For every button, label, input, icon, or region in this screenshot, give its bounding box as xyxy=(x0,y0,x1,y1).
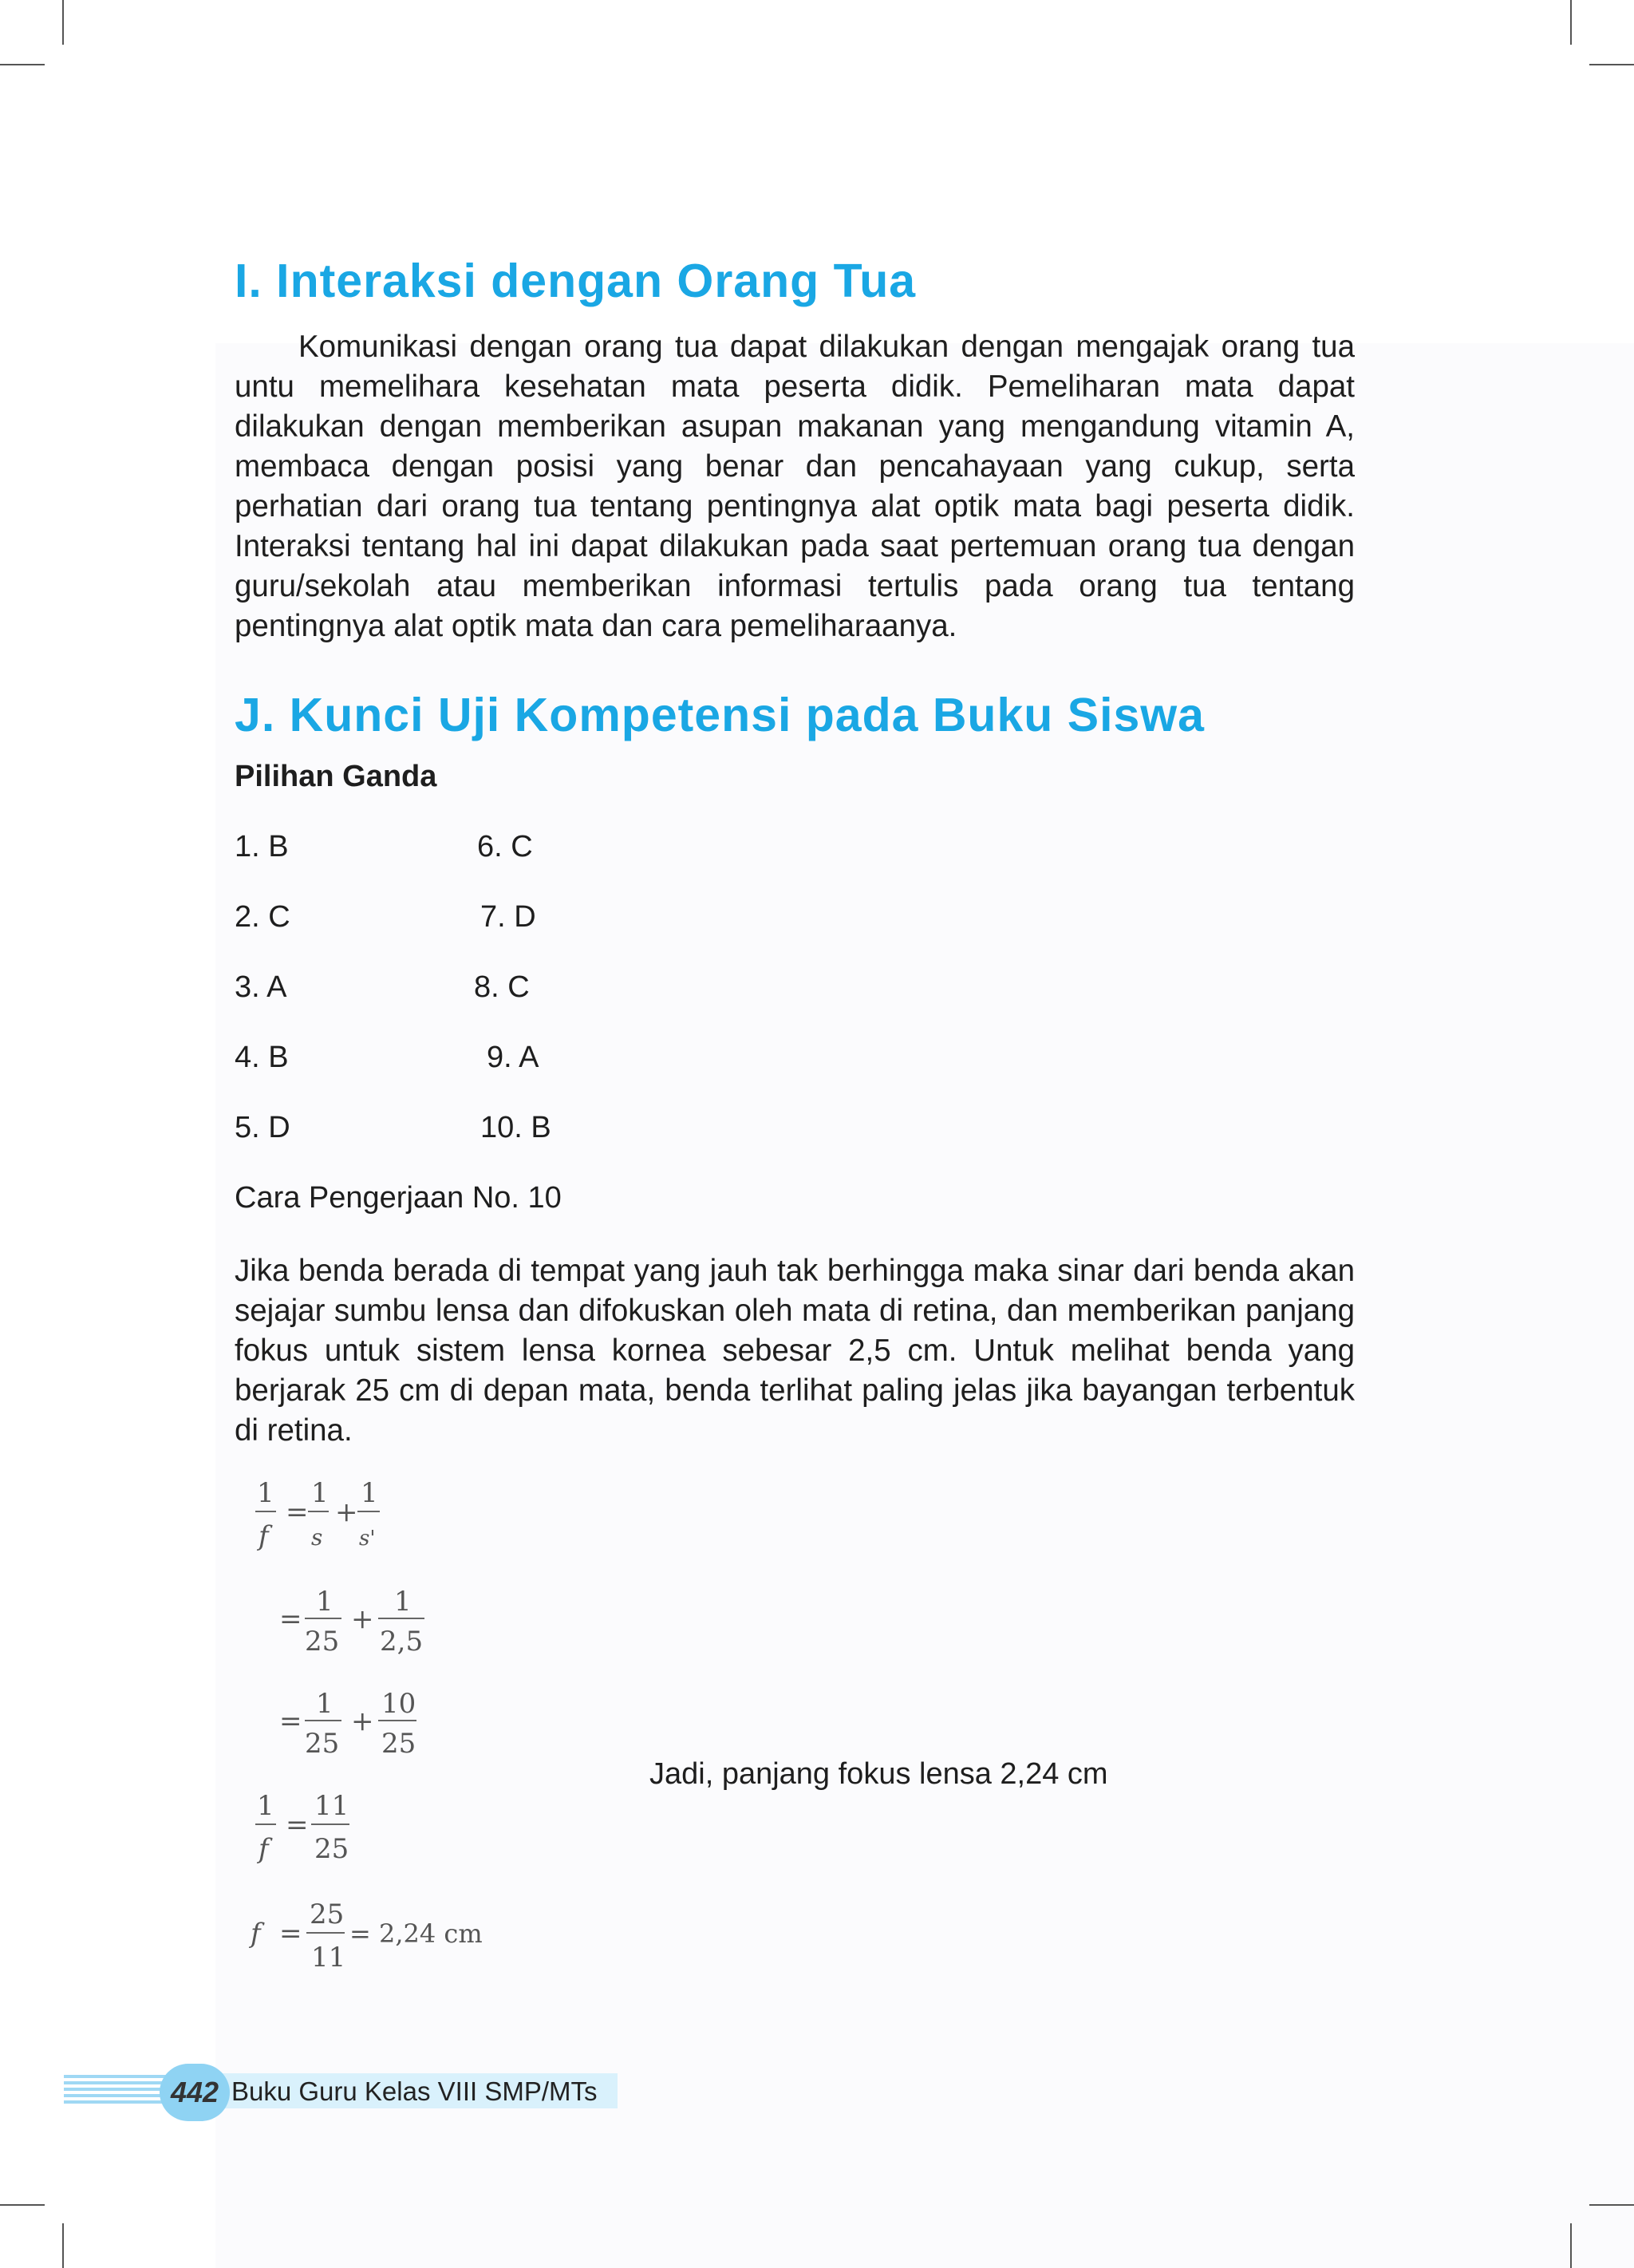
equals-sign: = xyxy=(286,1496,309,1528)
crop-mark-top-right-h xyxy=(1589,64,1634,65)
crop-mark-bottom-right-v xyxy=(1570,2223,1572,2268)
crop-mark-bottom-left-v xyxy=(62,2223,64,2268)
frac-num: 1 xyxy=(316,1586,334,1618)
frac-den: 2,5 xyxy=(380,1626,424,1658)
frac-num: 25 xyxy=(310,1899,345,1930)
equals-sign: = xyxy=(279,1705,302,1737)
answer-item: 7. D xyxy=(480,900,536,934)
frac-den: 25 xyxy=(381,1728,416,1760)
section-i-paragraph: Komunikasi dengan orang tua dapat dilakukan dengan mengajak orang tua untu memelihara kesehatan mata peserta didik. Pemeliharan mata dapat dilakukan dengan memberikan asupan makanan yang mengandung vitamin A, membaca dengan posisi yang benar dan pencahayaan yang cukup, serta perhatian dari orang tua tentang pentingnya alat optik mata bagi peserta didik. Interaksi tentang hal ini dapat dilakukan pada saat pertemuan orang tua dengan guru/sekolah atau memberikan informasi tertulis pada orang tua tentang pentingnya alat optik mata dan cara pemeliharaanya. xyxy=(235,330,1355,643)
answer-item: 3. A xyxy=(235,970,287,1004)
conclusion-text: Jadi, panjang fokus lensa 2,24 cm xyxy=(649,1757,1108,1791)
frac-num: 1 xyxy=(394,1586,412,1618)
lens-formula-derivation xyxy=(247,1476,535,1979)
equals-sign: = xyxy=(279,1603,302,1635)
frac-den: 25 xyxy=(305,1626,340,1658)
frac-den: f xyxy=(259,1520,269,1552)
variable-f: f xyxy=(251,1918,261,1950)
plus-sign: + xyxy=(351,1705,374,1737)
frac-den: 25 xyxy=(305,1728,340,1760)
answer-item: 2. C xyxy=(235,900,290,934)
frac-num: 11 xyxy=(314,1790,349,1822)
frac-den: 11 xyxy=(311,1942,346,1974)
equals-sign: = xyxy=(279,1918,302,1950)
frac-num: 10 xyxy=(381,1688,416,1720)
crop-mark-top-left-h xyxy=(0,64,45,65)
crop-mark-bottom-left-h xyxy=(0,2204,45,2206)
frac-num: 1 xyxy=(257,1477,274,1509)
section-i-heading: I. Interaksi dengan Orang Tua xyxy=(235,255,917,307)
answer-item: 9. A xyxy=(487,1041,539,1074)
answer-item: 5. D xyxy=(235,1111,290,1144)
crop-mark-bottom-right-h xyxy=(1589,2204,1634,2206)
answer-item: 1. B xyxy=(235,830,289,863)
pilihan-ganda-subheading: Pilihan Ganda xyxy=(235,760,437,793)
answer-item: 6. C xyxy=(477,830,533,863)
equals-sign: = xyxy=(286,1809,309,1841)
plus-sign: + xyxy=(351,1603,374,1635)
answer-item: 10. B xyxy=(480,1111,551,1144)
method-label: Cara Pengerjaan No. 10 xyxy=(235,1181,562,1215)
frac-num: 1 xyxy=(361,1477,378,1509)
frac-den: s' xyxy=(359,1527,376,1551)
section-j-heading: J. Kunci Uji Kompetensi pada Buku Siswa xyxy=(235,689,1205,741)
frac-den: 25 xyxy=(314,1833,349,1865)
frac-num: 1 xyxy=(257,1790,274,1822)
result-value: = 2,24 cm xyxy=(349,1918,483,1949)
frac-den: s xyxy=(311,1524,323,1551)
book-title: Buku Guru Kelas VIII SMP/MTs xyxy=(231,2076,598,2106)
frac-num: 1 xyxy=(311,1477,329,1509)
frac-num: 1 xyxy=(316,1688,334,1720)
answer-item: 8. C xyxy=(474,970,530,1004)
crop-mark-top-left-v xyxy=(62,0,64,45)
plus-sign: + xyxy=(335,1496,358,1528)
answer-item: 4. B xyxy=(235,1041,289,1074)
method-explanation: Jika benda berada di tempat yang jauh tak berhingga maka sinar dari benda akan sejajar sumbu lensa dan difokuskan oleh mata di retina, dan memberikan panjang fokus untuk sistem lensa kornea sebesar 2,5 cm. Untuk melihat benda yang berjarak 25 cm di depan mata, benda terlihat paling jelas jika bayangan terbentuk di retina. xyxy=(235,1254,1355,1448)
crop-mark-top-right-v xyxy=(1570,0,1572,45)
frac-den: f xyxy=(259,1833,269,1865)
page-number: 442 xyxy=(160,2064,230,2121)
